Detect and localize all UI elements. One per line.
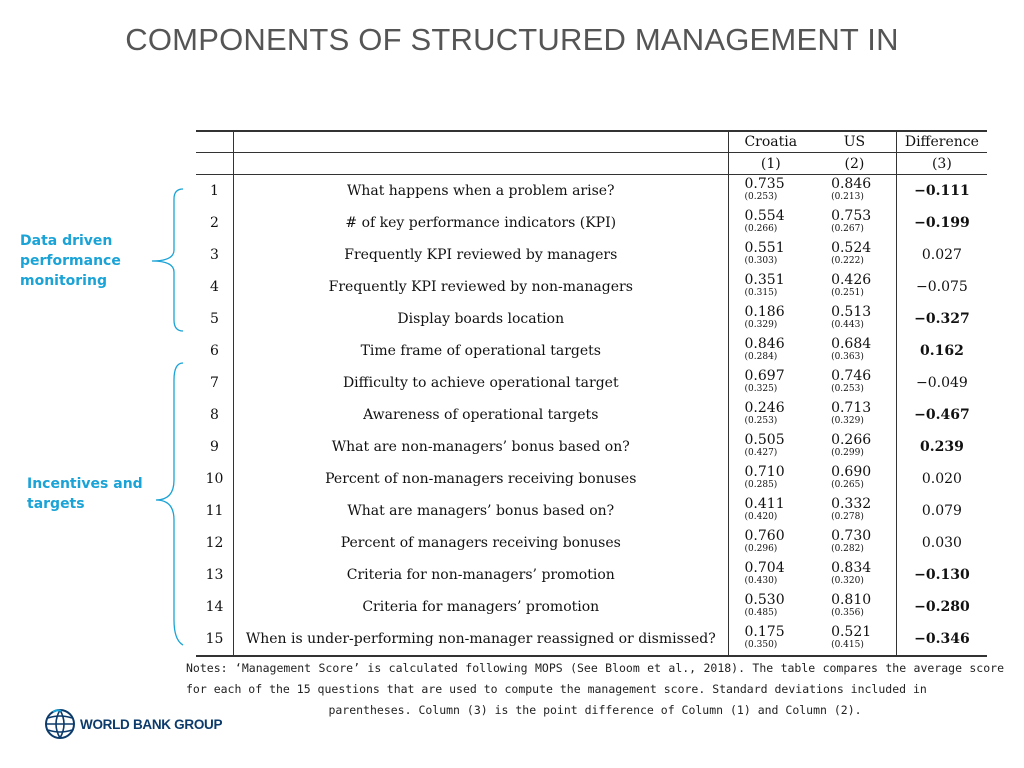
question-text: Percent of managers receiving bonuses [234,527,729,559]
croatia-mean: 0.697 [744,368,785,384]
us-mean: 0.521 [831,624,872,640]
question-text: Display boards location [234,303,729,335]
row-number: 2 [196,207,234,239]
us-sd: (0.278) [831,512,864,522]
table-row [196,463,987,495]
us-cell [813,207,896,239]
row-number: 12 [196,527,234,559]
croatia-sd: (0.253) [744,192,778,202]
us-mean: 0.834 [831,560,872,576]
header-us: US [813,131,896,153]
us-sd: (0.282) [831,544,864,554]
difference-value: −0.130 [914,567,970,583]
us-mean: 0.713 [831,400,872,416]
us-cell [813,431,896,463]
us-sd: (0.253) [831,384,864,394]
croatia-mean: 0.846 [744,336,785,352]
question-text: Criteria for managers’ promotion [234,591,729,623]
slide-title: COMPONENTS OF STRUCTURED MANAGEMENT IN [125,22,899,57]
row-number: 3 [196,239,234,271]
difference-value: 0.030 [921,535,962,551]
notes-line-2: parentheses. Column (3) is the point difference of Column (1) and Column (2). [328,703,862,717]
croatia-sd: (0.329) [744,320,778,330]
world-bank-logo [44,704,222,744]
logo-text: WORLD BANK GROUP [80,716,223,732]
croatia-cell [728,175,813,208]
us-mean: 0.690 [831,464,872,480]
row-number: 7 [196,367,234,399]
us-sd: (0.443) [831,320,864,330]
table-notes [186,658,1004,721]
us-mean: 0.266 [831,432,872,448]
us-sd: (0.265) [831,480,864,490]
croatia-sd: (0.284) [744,352,778,362]
croatia-mean: 0.551 [744,240,785,256]
row-number: 14 [196,591,234,623]
croatia-mean: 0.246 [744,400,785,416]
croatia-mean: 0.530 [744,592,785,608]
table-row [196,175,987,208]
croatia-cell [728,623,813,656]
row-number: 4 [196,271,234,303]
us-cell [813,271,896,303]
us-cell [813,303,896,335]
table-row [196,591,987,623]
difference-value: −0.075 [915,279,968,295]
croatia-sd: (0.253) [744,416,778,426]
us-cell [813,591,896,623]
management-scores-table [196,130,987,657]
table-row [196,527,987,559]
us-cell [813,527,896,559]
croatia-cell [728,399,813,431]
us-mean: 0.524 [831,240,872,256]
table-row [196,207,987,239]
table-header-row [196,131,987,153]
table-row [196,303,987,335]
table-row [196,495,987,527]
question-text: Frequently KPI reviewed by non-managers [234,271,729,303]
table-row [196,239,987,271]
difference-value: −0.111 [914,183,970,199]
difference-value: 0.079 [921,503,962,519]
table-row [196,399,987,431]
question-text: Frequently KPI reviewed by managers [234,239,729,271]
croatia-cell [728,303,813,335]
table-row [196,559,987,591]
header-croatia: Croatia [728,131,813,153]
croatia-sd: (0.266) [744,224,778,234]
colnum-difference: (3) [896,153,987,175]
us-sd: (0.320) [831,576,864,586]
us-sd: (0.356) [831,608,864,618]
us-mean: 0.846 [831,176,872,192]
row-number: 9 [196,431,234,463]
us-sd: (0.213) [831,192,864,202]
croatia-cell [728,271,813,303]
header-difference: Difference [896,131,987,153]
brace-data-driven [152,189,183,331]
row-number: 5 [196,303,234,335]
us-cell [813,335,896,367]
croatia-mean: 0.554 [744,208,785,224]
croatia-sd: (0.427) [744,448,778,458]
us-mean: 0.332 [831,496,872,512]
difference-value: 0.020 [921,471,962,487]
notes-line-1: Notes: ‘Management Score’ is calculated following MOPS (See Bloom et al., 2018). The table compares the average score for each of the 15 questions that are used to compute the management score. Standard deviations included in [186,661,1004,696]
croatia-sd: (0.296) [744,544,778,554]
group-label-incentives: Incentives and targets [27,476,143,512]
us-mean: 0.753 [831,208,872,224]
us-mean: 0.426 [831,272,872,288]
question-text: Percent of non-managers receiving bonuses [234,463,729,495]
croatia-cell [728,495,813,527]
croatia-mean: 0.175 [744,624,785,640]
croatia-sd: (0.303) [744,256,778,266]
croatia-sd: (0.420) [744,512,778,522]
brace-incentives [156,363,183,645]
group-label-data-driven: Data driven performance monitoring [20,233,121,289]
row-number: 8 [196,399,234,431]
colnum-us: (2) [813,153,896,175]
croatia-cell [728,559,813,591]
croatia-mean: 0.186 [744,304,785,320]
croatia-cell [728,431,813,463]
difference-value: −0.327 [914,311,970,327]
croatia-cell [728,367,813,399]
difference-value: −0.049 [915,375,968,391]
croatia-mean: 0.704 [744,560,785,576]
question-text: Awareness of operational targets [234,399,729,431]
us-cell [813,559,896,591]
table-row [196,271,987,303]
question-text: What are non-managers’ bonus based on? [234,431,729,463]
us-cell [813,623,896,656]
croatia-sd: (0.325) [744,384,778,394]
question-text: Time frame of operational targets [234,335,729,367]
question-text: Criteria for non-managers’ promotion [234,559,729,591]
us-sd: (0.251) [831,288,864,298]
difference-value: −0.199 [914,215,970,231]
croatia-sd: (0.315) [744,288,778,298]
row-number: 11 [196,495,234,527]
us-cell [813,463,896,495]
table-row [196,431,987,463]
croatia-mean: 0.710 [744,464,785,480]
croatia-sd: (0.485) [744,608,778,618]
row-number: 13 [196,559,234,591]
us-sd: (0.267) [831,224,864,234]
us-cell [813,495,896,527]
croatia-mean: 0.735 [744,176,785,192]
difference-value: −0.467 [914,407,970,423]
us-sd: (0.299) [831,448,864,458]
difference-value: 0.162 [919,343,964,359]
table-row [196,335,987,367]
globe-icon [44,705,76,743]
us-mean: 0.684 [831,336,872,352]
us-sd: (0.222) [831,256,864,266]
row-number: 6 [196,335,234,367]
croatia-sd: (0.285) [744,480,778,490]
croatia-cell [728,207,813,239]
croatia-mean: 0.411 [744,496,785,512]
us-mean: 0.810 [831,592,872,608]
table-row [196,367,987,399]
us-cell [813,367,896,399]
us-cell [813,239,896,271]
us-mean: 0.746 [831,368,872,384]
us-sd: (0.329) [831,416,864,426]
croatia-cell [728,335,813,367]
question-text: # of key performance indicators (KPI) [234,207,729,239]
us-cell [813,175,896,208]
difference-value: −0.346 [896,623,987,656]
colnum-croatia: (1) [728,153,813,175]
croatia-mean: 0.505 [744,432,785,448]
row-number: 15 [196,623,234,656]
question-text: What are managers’ bonus based on? [234,495,729,527]
croatia-mean: 0.760 [744,528,785,544]
croatia-sd: (0.430) [744,576,778,586]
group-braces [0,0,200,660]
croatia-mean: 0.351 [744,272,785,288]
row-number: 1 [196,175,234,208]
us-mean: 0.513 [831,304,872,320]
difference-value: 0.239 [919,439,964,455]
question-text: Difficulty to achieve operational target [234,367,729,399]
croatia-cell [728,463,813,495]
difference-value: 0.027 [921,247,962,263]
us-sd: (0.363) [831,352,864,362]
us-cell [813,399,896,431]
us-sd: (0.415) [831,640,864,650]
croatia-cell [728,239,813,271]
difference-value: −0.280 [914,599,970,615]
row-number: 10 [196,463,234,495]
table-row [196,623,987,656]
question-text: What happens when a problem arise? [234,175,729,208]
question-text: When is under-performing non-manager reassigned or dismissed? [234,623,729,656]
croatia-cell [728,527,813,559]
table-colnum-row [196,153,987,175]
croatia-sd: (0.350) [744,640,778,650]
us-mean: 0.730 [831,528,872,544]
croatia-cell [728,591,813,623]
